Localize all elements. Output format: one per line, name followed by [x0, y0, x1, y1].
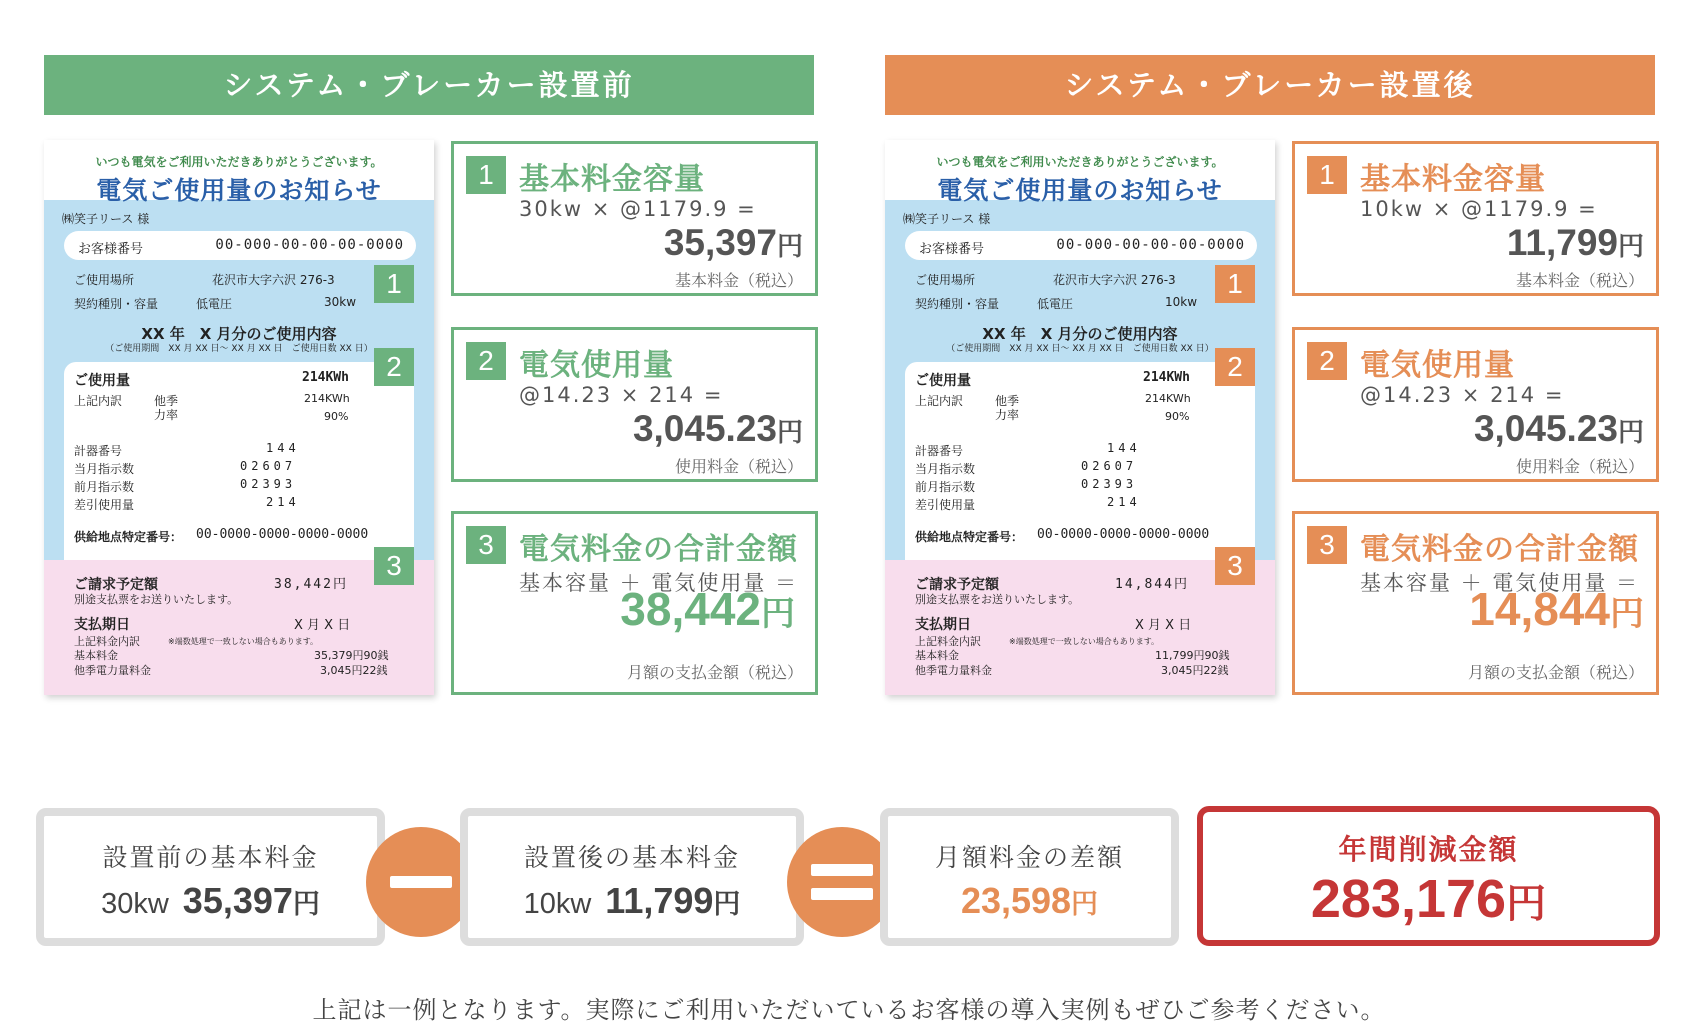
before-detail-total: [451, 511, 818, 695]
annual-savings-amount: 283,176円: [1310, 869, 1547, 929]
location-value: 花沢市大字六沢 276-3: [212, 273, 335, 287]
due-value: X 月 X 日: [294, 618, 351, 633]
annual-savings-title: 年間削減金額: [1338, 833, 1519, 866]
annual-savings-box: [1197, 806, 1660, 946]
calc-title: 月額料金の差額: [934, 843, 1124, 872]
due-value: X 月 X 日: [1135, 618, 1192, 633]
bill-greeting: いつも電気をご利用いただきありがとうございます。: [936, 155, 1224, 169]
calc-title: 設置後の基本料金: [523, 843, 740, 872]
detail-amount: 3,045.23円: [632, 408, 803, 449]
bill-greeting: いつも電気をご利用いただきありがとうございます。: [95, 155, 383, 169]
season-value: 214KWh: [304, 392, 350, 405]
detail-number-2: 2: [1307, 342, 1347, 380]
previous-reading: 02393: [240, 477, 297, 491]
after-bill: [885, 140, 1275, 695]
current-reading-label: 当月指示数: [74, 462, 135, 476]
contract-label: 契約種別・容量: [915, 297, 1000, 311]
customer-number: 00-000-00-00-00-0000: [215, 237, 404, 253]
after-header: システム・ブレーカー設置後: [885, 55, 1655, 115]
detail-title: 電気使用量: [1360, 348, 1515, 383]
basic-fee-value: 11,799円90銭: [1155, 649, 1230, 662]
usage-value: 214KWh: [1143, 370, 1190, 385]
before-detail-usage: [451, 327, 818, 482]
detail-note: 基本料金（税込）: [1515, 271, 1644, 290]
usage-value: 214KWh: [302, 370, 349, 385]
energy-fee-value: 3,045円22銭: [320, 664, 388, 677]
detail-number-1: 1: [1307, 156, 1347, 194]
diff-usage-label: 差引使用量: [74, 498, 135, 512]
diff-usage: 214: [1107, 495, 1141, 509]
contract-type: 低電圧: [196, 297, 233, 311]
before-header: システム・ブレーカー設置前: [44, 55, 814, 115]
bill-customer: ㈱笑子リース 様: [903, 212, 991, 226]
invoice-label: ご請求予定額: [915, 577, 999, 593]
breakdown-label: 上記内訳: [74, 394, 123, 408]
detail-title: 電気料金の合計金額: [519, 532, 798, 567]
previous-reading: 02393: [1081, 477, 1138, 491]
detail-title: 基本料金容量: [1360, 162, 1546, 197]
previous-reading-label: 前月指示数: [915, 480, 976, 494]
bill-marker-2: 2: [1215, 348, 1255, 386]
period-title: XX 年 X 月分のご使用内容: [141, 325, 337, 343]
period-subtitle: （ご使用期間 XX 月 XX 日〜 XX 月 XX 日 ご使用日数 XX 日）: [946, 344, 1214, 354]
current-reading: 02607: [1081, 459, 1138, 473]
after-detail-usage: [1292, 327, 1659, 482]
before-bill: [44, 140, 434, 695]
invoice-amount: 38,442円: [274, 577, 348, 592]
detail-note: 使用料金（税込）: [1515, 457, 1644, 476]
season-label: 他季: [995, 394, 1020, 408]
power-factor-value: 90%: [1165, 410, 1190, 423]
detail-formula: 30kw × @1179.9 =: [519, 197, 757, 221]
detail-formula: @14.23 × 214 =: [519, 383, 724, 407]
location-value: 花沢市大字六沢 276-3: [1053, 273, 1176, 287]
footnote: 上記は一例となります。実際にご利用いただいているお客様の導入実例もぜひご参考ください。: [312, 996, 1386, 1024]
due-label: 支払期日: [915, 617, 971, 633]
due-label: 支払期日: [74, 617, 130, 633]
period-subtitle: （ご使用期間 XX 月 XX 日〜 XX 月 XX 日 ご使用日数 XX 日）: [105, 344, 373, 354]
period-title: XX 年 X 月分のご使用内容: [982, 325, 1178, 343]
customer-number-label: お客様番号: [919, 242, 985, 257]
calc-value: 30kw 35,397円: [101, 880, 320, 921]
supply-point: 00-0000-0000-0000-0000: [1037, 527, 1210, 542]
after-detail-total: [1292, 511, 1659, 695]
current-reading-label: 当月指示数: [915, 462, 976, 476]
previous-reading-label: 前月指示数: [74, 480, 135, 494]
detail-title: 基本料金容量: [519, 162, 705, 197]
detail-note: 月額の支払金額（税込）: [626, 663, 803, 682]
calc-value: 10kw 11,799円: [523, 880, 741, 921]
detail-formula: 基本容量 ＋ 電気使用量 ＝: [519, 571, 799, 595]
detail-label: 上記料金内訳: [915, 635, 981, 648]
contract-capacity: 10kw: [1165, 295, 1198, 309]
invoice-note: 別途支払票をお送りいたします。: [74, 593, 239, 606]
detail-note: 月額の支払金額（税込）: [1467, 663, 1644, 682]
basic-fee-value: 35,379円90銭: [314, 649, 389, 662]
rounding-note: ※端数処理で一致しない場合もあります。: [168, 637, 319, 646]
bill-marker-1: 1: [1215, 265, 1255, 303]
detail-amount: 3,045.23円: [1473, 408, 1644, 449]
detail-note: 基本料金（税込）: [674, 271, 803, 290]
season-value: 214KWh: [1145, 392, 1191, 405]
bill-title: 電気ご使用量のお知らせ: [937, 176, 1223, 205]
bill-marker-3: 3: [1215, 547, 1255, 585]
current-reading: 02607: [240, 459, 297, 473]
basic-fee-label: 基本料金: [74, 649, 118, 662]
location-label: ご使用場所: [74, 273, 135, 287]
bill-customer-number: [905, 231, 1257, 260]
bill-title: 電気ご使用量のお知らせ: [96, 176, 382, 205]
bill-customer-number: [64, 231, 416, 260]
detail-formula: @14.23 × 214 =: [1360, 383, 1565, 407]
energy-fee-value: 3,045円22銭: [1161, 664, 1229, 677]
supply-point-label: 供給地点特定番号：: [74, 530, 183, 544]
diff-usage: 214: [266, 495, 300, 509]
invoice-note: 別途支払票をお送りいたします。: [915, 593, 1080, 606]
supply-point: 00-0000-0000-0000-0000: [196, 527, 369, 542]
location-label: ご使用場所: [915, 273, 976, 287]
meter-number-label: 計器番号: [74, 444, 123, 458]
rounding-note: ※端数処理で一致しない場合もあります。: [1009, 637, 1160, 646]
meter-number: 144: [1107, 441, 1141, 455]
detail-amount: 35,397円: [663, 222, 803, 263]
invoice-amount: 14,844円: [1115, 577, 1189, 592]
calc-after-basic: [460, 808, 804, 946]
contract-capacity: 30kw: [324, 295, 357, 309]
invoice-label: ご請求予定額: [74, 577, 158, 593]
power-factor-label: 力率: [154, 408, 179, 422]
detail-formula: 基本容量 ＋ 電気使用量 ＝: [1360, 571, 1640, 595]
power-factor-label: 力率: [995, 408, 1020, 422]
calc-monthly-difference: [880, 808, 1179, 946]
energy-fee-label: 他季電力量料金: [74, 664, 151, 677]
calc-title: 設置前の基本料金: [102, 843, 319, 872]
customer-number: 00-000-00-00-00-0000: [1056, 237, 1245, 253]
energy-fee-label: 他季電力量料金: [915, 664, 992, 677]
season-label: 他季: [154, 394, 179, 408]
diff-usage-label: 差引使用量: [915, 498, 976, 512]
calc-before-basic: [36, 808, 385, 946]
detail-amount: 11,799円: [1506, 222, 1644, 263]
basic-fee-label: 基本料金: [915, 649, 959, 662]
detail-title: 電気使用量: [519, 348, 674, 383]
usage-label: ご使用量: [915, 373, 971, 389]
after-panel: [885, 55, 1655, 682]
bill-customer: ㈱笑子リース 様: [62, 212, 150, 226]
customer-number-label: お客様番号: [78, 242, 144, 257]
detail-amount: 14,844円: [1469, 583, 1644, 635]
detail-label: 上記料金内訳: [74, 635, 140, 648]
supply-point-label: 供給地点特定番号：: [915, 530, 1024, 544]
detail-note: 使用料金（税込）: [674, 457, 803, 476]
bill-marker-3: 3: [374, 547, 414, 585]
bill-marker-1: 1: [374, 265, 414, 303]
breakdown-label: 上記内訳: [915, 394, 964, 408]
usage-label: ご使用量: [74, 373, 130, 389]
contract-type: 低電圧: [1037, 297, 1074, 311]
detail-number-2: 2: [466, 342, 506, 380]
detail-formula: 10kw × @1179.9 =: [1360, 197, 1598, 221]
before-panel: [44, 55, 814, 682]
after-detail-basic: [1292, 141, 1659, 296]
meter-number: 144: [266, 441, 300, 455]
calc-value: 23,598円: [960, 880, 1099, 921]
power-factor-value: 90%: [324, 410, 349, 423]
meter-number-label: 計器番号: [915, 444, 964, 458]
bill-marker-2: 2: [374, 348, 414, 386]
detail-number-1: 1: [466, 156, 506, 194]
detail-title: 電気料金の合計金額: [1360, 532, 1639, 567]
detail-number-3: 3: [1307, 526, 1347, 564]
detail-number-3: 3: [466, 526, 506, 564]
detail-amount: 38,442円: [620, 583, 795, 635]
before-detail-basic: [451, 141, 818, 296]
contract-label: 契約種別・容量: [74, 297, 159, 311]
